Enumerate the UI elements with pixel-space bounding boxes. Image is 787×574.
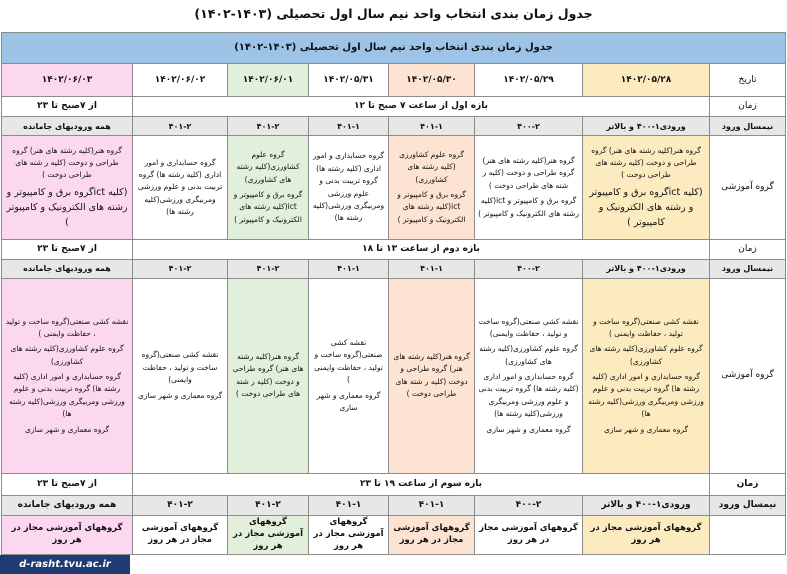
group-text: گروه هنر(کلیه رشته های هنر) گروه طراحی و دوخت (کلیه ر شته های طراحی دوخت ) [393,351,470,399]
semester-cell: ۴۰۱-۱ [309,117,389,136]
group-text: (کلیه ictگروه برق و کامپیوتر و رشته های الکترونیک و کامپیوتر ) [589,186,703,229]
semester-cell: ۴۰۱-۱ [389,259,475,278]
group-text: گروه علوم کشاورزی(کلیه رشته های کشاورزی) [10,344,124,366]
date-cell: ۱۴۰۲/۰۶/۰۱ [228,64,309,97]
group-text: گروه معماری و شهر سازی [316,390,381,412]
date-label: تاریخ [710,64,786,97]
group-text: گروه معماری و شهر سازی [603,424,689,434]
group-text: گروه علوم کشاورزی(کلیه رشته های کشاورزی) [589,344,703,366]
semester-cell: ورودی۱-۴۰۰ و بالاتر [583,495,710,515]
allowed-groups-cell: گروههای آموزشی مجاز در هر روز [228,515,309,554]
group-text: گروه علوم کشاورزی(کلیه رشته های کشاورزی) [236,149,300,184]
semester-cell: ورودی۱-۴۰۰ و بالاتر [583,259,710,278]
session-3-label: بازه سوم از ساعت ۱۹ تا ۲۳ [133,473,710,495]
group-text: گروه معماری و شهر سازی [486,424,571,434]
site-watermark: d-rasht.tvu.ac.ir [0,555,130,574]
allowed-groups-cell: گروههای آموزشی مجاز در هر روز [475,515,583,554]
date-cell: ۱۴۰۲/۰۶/۰۳ [2,64,133,97]
group-text: گروه برق و کامپیوتر و ict(کلیه رشته های الکترونیک و کامپیوتر ) [478,196,579,218]
semester-cell: همه ورودیهای جامانده [2,117,133,136]
group-text: نقشه کشی صنعتی(گروه ساخت و تولید ، حفاظت وایمنی ) [593,316,699,338]
semester-cell: ۴۰۱-۲ [133,495,228,515]
groups-label: گروه آموزشی [710,278,786,473]
group-text: گروه برق و کامپیوتر و ict(کلیه رشته های الکترونیک و کامپیوتر ) [397,190,466,224]
group-text: گروه حسابداری و امور اداری (کلیه رشته ها) گروه تربیت بدنی و علوم ورزشی ومربیگری ورزشی(کلیه رشته ها) [312,151,385,223]
group-text: نقشه کشی صنعتی(گروه ساخت و تولید ، حفاظت وایمنی ) [5,316,129,338]
date-cell: ۱۴۰۲/۰۵/۲۹ [475,64,583,97]
semester-cell: ۴۰۱-۱ [389,495,475,515]
time-label: زمان [710,239,786,259]
semester-cell: ۴۰۱-۲ [133,117,228,136]
group-text: گروه علوم کشاورزی(کلیه رشته های کشاورزی) [479,344,578,366]
semester-cell: ۴۰۱-۲ [228,259,309,278]
semester-cell: همه ورودیهای جامانده [2,495,133,515]
group-text: گروه هنر(کلیه رشته های هنر) گروه طراحی و دوخت (کلیه ر شته های طراحی دوخت ) [232,351,304,399]
allowed-groups-cell: گروههای آموزشی مجاز در هر روز [583,515,710,554]
group-text: گروه هنر(کلیه رشته های هنر) گروه طراحی و دوخت (کلیه رشته های طراحی دوخت ) [591,145,701,180]
semester-cell: ۴۰۱-۲ [228,117,309,136]
time-label: زمان [710,473,786,495]
group-text: گروه برق و کامپیوتر و ict(کلیه رشته های الکترونیک و کامپیوتر ) [233,190,303,224]
semester-label: نیمسال ورود [710,495,786,515]
allowed-groups-cell: گروههای آموزشی مجاز در هر روز [2,515,133,554]
group-text: (کلیه ictگروه برق و کامپیوتر و رشته های الکترونیک و کامپیوتر ) [6,186,128,229]
group-text: نقشه کشی صنعتی(گروه ساخت و تولید ، حفاظت وایمنی) [478,316,579,338]
date-cell: ۱۴۰۲/۰۵/۳۱ [309,64,389,97]
semester-cell: ۴۰۱-۲ [228,495,309,515]
time-label: زمان [710,97,786,117]
session-1-label: بازه اول از ساعت ۷ صبح تا ۱۲ [133,97,710,117]
semester-cell: ۴۰۱-۲ [133,259,228,278]
group-text: گروه هنر(کلیه رشته های هنر) گروه طراحی و دوخت (کلیه ر شته های طراحی دوخت ) [482,156,575,190]
semester-cell: ۴۰۱-۱ [389,117,475,136]
group-text: گروه حسابداری و امور اداری (کلیه رشته ها) گروه تربیت بدنی و علوم ورزشی ومربیگری ورزشی(کلیه رشته ها) [588,372,704,419]
session-1-extra: از ۷صبح تا ۲۳ [2,97,133,117]
group-text: گروه معماری و شهر سازی [137,390,223,400]
allowed-groups-cell: گروههای آموزشی مجاز در هر روز [309,515,389,554]
groups-label: گروه آموزشی [710,136,786,239]
allowed-groups-cell: گروههای آموزشی مجاز در هر روز [133,515,228,554]
semester-label: نیمسال ورود [710,259,786,278]
session-2-extra: از ۷صبح تا ۲۳ [2,239,133,259]
date-cell: ۱۴۰۲/۰۶/۰۲ [133,64,228,97]
semester-cell: ورودی۱-۴۰۰ و بالاتر [583,117,710,136]
group-text: گروه هنر(کلیه رشته های هنر) گروه طراحی و دوخت (کلیه ر شته های طراحی دوخت ) [12,145,122,180]
page-title: جدول زمان بندی انتخاب واحد نیم سال اول تحصیلی (۱۴۰۳-۱۴۰۲) [194,6,593,21]
semester-cell: ۴۰۱-۱ [309,259,389,278]
semester-label: نیمسال ورود [710,117,786,136]
session-3-extra: از ۷صبح تا ۲۳ [2,473,133,495]
schedule-table [1,32,786,555]
semester-cell: ۴۰۱-۱ [309,495,389,515]
date-cell: ۱۴۰۲/۰۵/۳۰ [389,64,475,97]
semester-cell: ۴۰۰-۲ [475,495,583,515]
session-2-label: بازه دوم از ساعت ۱۳ تا ۱۸ [133,239,710,259]
table-title: جدول زمان بندی انتخاب واحد نیم سال اول تحصیلی (۱۴۰۳-۱۴۰۲) [2,33,786,64]
group-text: گروه علوم کشاورزی (کلیه رشته های کشاورزی) [399,149,464,184]
semester-cell: ۴۰۰-۲ [475,117,583,136]
allowed-groups-cell: گروههای آموزشی مجاز در هر روز [389,515,475,554]
group-text: گروه معماری و شهر سازی [24,424,110,434]
group-text: نقشه کشی صنعتی(گروه ساخت و تولید ، حفاظت وایمنی) [141,350,219,385]
date-cell: ۱۴۰۲/۰۵/۲۸ [583,64,710,97]
group-text: گروه حسابداری و امور اداری (کلیه رشته ها) گروه تربیت بدنی و علوم ورزشی ومربیگری ورزشی(کلیه رشته ها) [9,372,125,419]
semester-cell: ۴۰۰-۲ [475,259,583,278]
group-text: نقشه کشی صنعتی(گروه ساخت و تولید ، حفاظت وایمنی ) [314,338,383,385]
group-text: گروه حسابداری و امور اداری (کلیه رشته ها) گروه تربیت بدنی و علوم ورزشی ومربیگری ورزشی(کلیه رشته ها) [137,157,223,217]
group-text: گروه حسابداری و امور اداری (کلیه رشته ها) گروه تربیت بدنی و علوم ورزشی ومربیگری ورزشی(کلیه رشته ها) [478,372,579,419]
semester-cell: همه ورودیهای جامانده [2,259,133,278]
